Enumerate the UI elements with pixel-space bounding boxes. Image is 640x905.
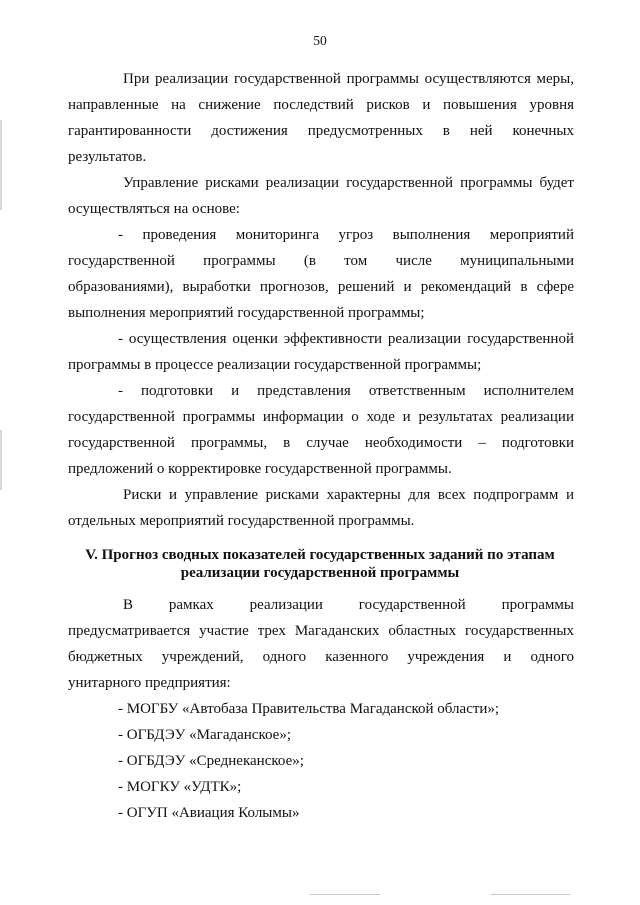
scan-bottom-rule [310, 894, 380, 895]
paragraph-line: Риски и управление рисками характерны для всех подпрограмм и [123, 487, 574, 503]
scan-edge-mark [0, 120, 2, 210]
institution-item: - МОГКУ «УДТК»; [118, 779, 242, 795]
institution-item: - ОГУП «Авиация Колымы» [118, 805, 300, 821]
paragraph-line: государственной программы (в том числе муниципальными [68, 253, 574, 269]
paragraph-line: предложений о корректировке государственной программы. [68, 461, 452, 477]
paragraph-line: отдельных мероприятий государственной программы. [68, 513, 415, 529]
section-heading-line-2: реализации государственной программы [180, 565, 460, 581]
bullet-line: - проведения мониторинга угроз выполнения мероприятий [118, 227, 574, 243]
page-number: 50 [313, 33, 327, 48]
paragraph-line: государственной программы, в случае необходимости – подготовки [68, 435, 574, 451]
paragraph-line: предусматривается участие трех Магаданских областных государственных [68, 623, 574, 639]
paragraph-line: бюджетных учреждений, одного казенного учреждения и одного [68, 649, 574, 665]
institution-item: - ОГБДЭУ «Магаданское»; [118, 727, 291, 743]
bullet-line: - осуществления оценки эффективности реализации государственной [118, 331, 574, 347]
paragraph-line: государственной программы информации о ходе и результатах реализации [68, 409, 574, 425]
institution-item: - ОГБДЭУ «Среднеканское»; [118, 753, 304, 769]
section-heading-line-1: V. Прогноз сводных показателей государственных заданий по этапам [85, 547, 555, 563]
institution-item: - МОГБУ «Автобаза Правительства Магаданской области»; [118, 701, 500, 717]
paragraph-line: направленные на снижение последствий рисков и повышения уровня [68, 97, 574, 113]
paragraph-line: унитарного предприятия: [68, 675, 231, 691]
paragraph-line: программы в процессе реализации государственной программы; [68, 357, 482, 373]
paragraph-line: образованиями), выработки прогнозов, решений и рекомендаций в сфере [68, 279, 574, 295]
scan-bottom-rule [490, 894, 570, 895]
paragraph-line: В рамках реализации государственной программы [123, 597, 574, 613]
paragraph-line: результатов. [68, 149, 147, 165]
paragraph-line: выполнения мероприятий государственной программы; [68, 305, 425, 321]
paragraph-line: гарантированности достижения предусмотренных в ней конечных [68, 123, 574, 139]
scan-edge-mark [0, 430, 2, 490]
paragraph-line: осуществляться на основе: [68, 201, 240, 217]
paragraph-line: Управление рисками реализации государственной программы будет [123, 175, 574, 191]
bullet-line: - подготовки и представления ответственным исполнителем [118, 383, 574, 399]
paragraph-line: При реализации государственной программы осуществляются меры, [123, 71, 574, 87]
